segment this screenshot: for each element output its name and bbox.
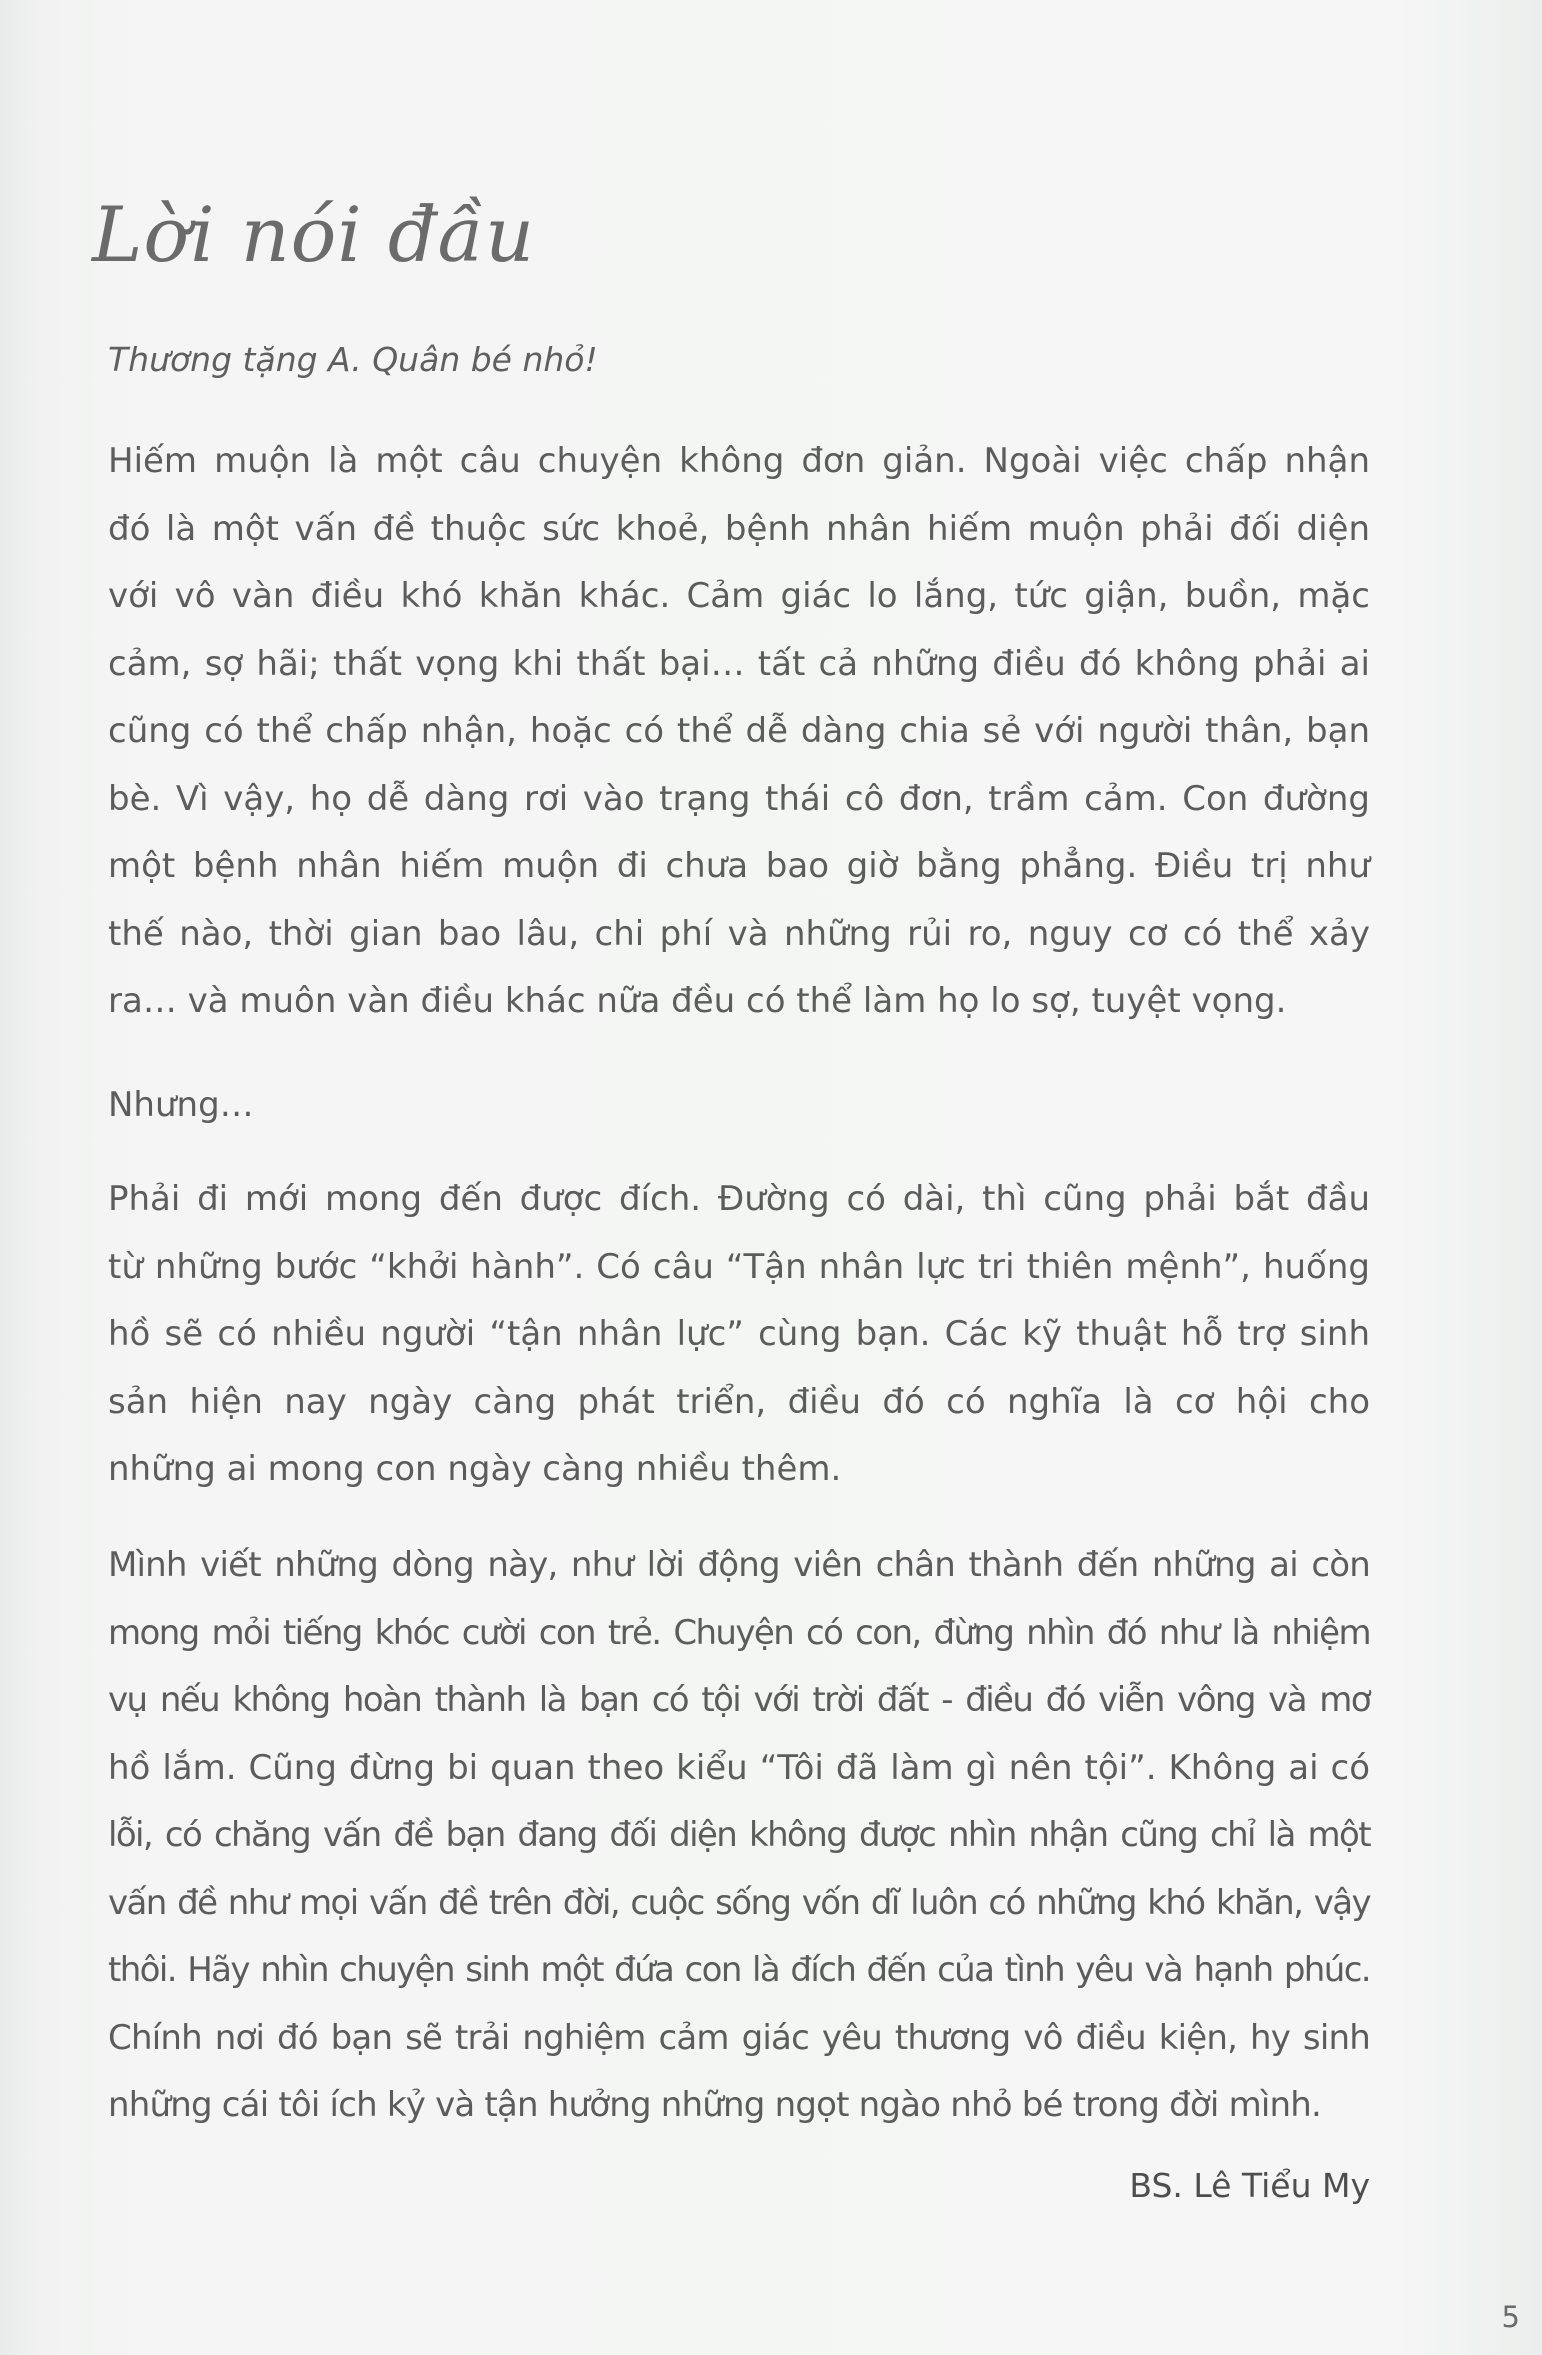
text-line: thế nào, thời gian bao lâu, chi phí và những rủi ro, nguy cơ có thể xảy	[108, 913, 1370, 954]
text-line: hồ sẽ có nhiều người “tận nhân lực” cùng bạn. Các kỹ thuật hỗ trợ sinh	[108, 1314, 1370, 1354]
text-line: những ai mong con ngày càng nhiều thêm.	[108, 1449, 842, 1489]
text-line: Hiếm muộn là một câu chuyện không đơn giản. Ngoài việc chấp nhận	[108, 441, 1370, 481]
dedication: Thương tặng A. Quân bé nhỏ!	[108, 340, 598, 379]
text-line: bè. Vì vậy, họ dễ dàng rơi vào trạng thái cô đơn, trầm cảm. Con đường	[108, 778, 1370, 819]
author-signature: BS. Lê Tiểu My	[1129, 2166, 1370, 2205]
text-line: vấn đề như mọi vấn đề trên đời, cuộc sống vốn dĩ luôn có những khó khăn, vậy	[108, 1882, 1370, 1923]
text-line: hồ lắm. Cũng đừng bi quan theo kiểu “Tôi đã làm gì nên tội”. Không ai có	[108, 1747, 1370, 1788]
text-line: vụ nếu không hoàn thành là bạn có tội với trời đất - điều đó viễn vông và mơ	[108, 1680, 1370, 1720]
text-line: Mình viết những dòng này, như lời động viên chân thành đến những ai còn	[108, 1545, 1370, 1585]
text-line: một bệnh nhân hiếm muộn đi chưa bao giờ bằng phẳng. Điều trị như	[108, 846, 1370, 886]
text-line: thôi. Hãy nhìn chuyện sinh một đứa con là đích đến của tình yêu và hạnh phúc.	[108, 1950, 1370, 1990]
paragraph-2	[108, 1072, 1370, 1140]
text-line: những cái tôi ích kỷ và tận hưởng những ngọt ngào nhỏ bé trong đời mình.	[108, 2085, 1322, 2125]
text-line: Nhưng…	[108, 1085, 254, 1125]
text-line: Phải đi mới mong đến được đích. Đường có dài, thì cũng phải bắt đầu	[108, 1179, 1370, 1219]
text-line: từ những bước “khởi hành”. Có câu “Tận nhân lực tri thiên mệnh”, huống	[108, 1246, 1370, 1287]
paragraph-3	[108, 1166, 1370, 1504]
text-line: với vô vàn điều khó khăn khác. Cảm giác lo lắng, tức giận, buồn, mặc	[108, 576, 1370, 616]
page-title: Lời nói đầu	[92, 190, 536, 279]
text-line: mong mỏi tiếng khóc cười con trẻ. Chuyện có con, đừng nhìn đó như là nhiệm	[108, 1612, 1370, 1653]
text-line: ra… và muôn vàn điều khác nữa đều có thể làm họ lo sợ, tuyệt vọng.	[108, 981, 1287, 1021]
text-line: lỗi, có chăng vấn đề bạn đang đối diện không được nhìn nhận cũng chỉ là một	[108, 1815, 1370, 1855]
paragraph-4	[108, 1532, 1370, 2140]
text-line: sản hiện nay ngày càng phát triển, điều đó có nghĩa là cơ hội cho	[108, 1381, 1370, 1422]
paragraph-1	[108, 428, 1370, 1036]
text-line: đó là một vấn đề thuộc sức khoẻ, bệnh nhân hiếm muộn phải đối diện	[108, 508, 1370, 549]
text-line: cũng có thể chấp nhận, hoặc có thể dễ dàng chia sẻ với người thân, bạn	[108, 711, 1370, 751]
text-line: Chính nơi đó bạn sẽ trải nghiệm cảm giác yêu thương vô điều kiện, hy sinh	[108, 2017, 1370, 2058]
text-line: cảm, sợ hãi; thất vọng khi thất bại… tất cả những điều đó không phải ai	[108, 643, 1370, 684]
page-number: 5	[1501, 2300, 1520, 2334]
